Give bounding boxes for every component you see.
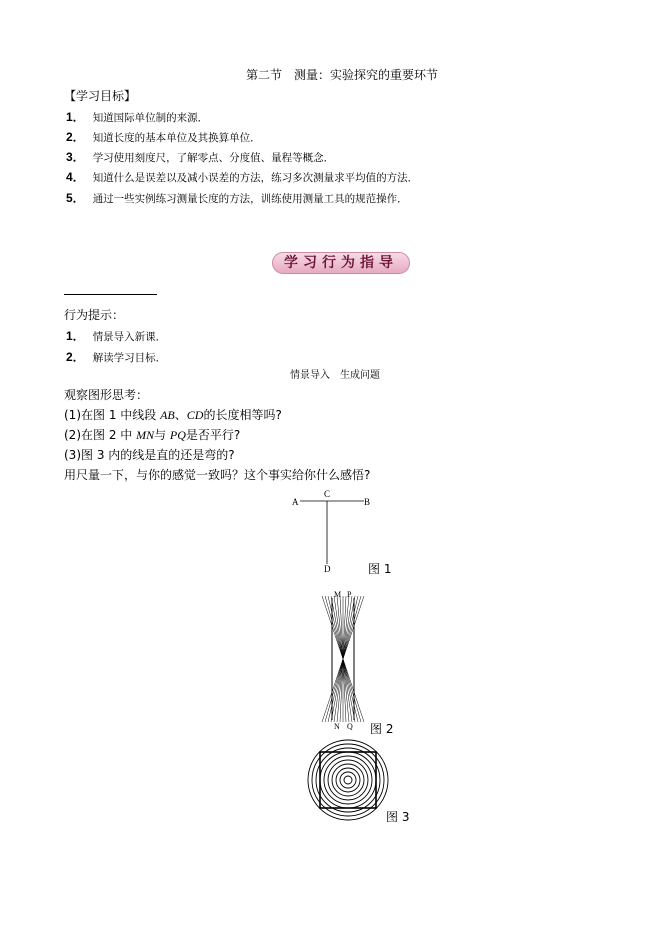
goal-number: 5． — [66, 191, 85, 205]
ring — [316, 748, 380, 812]
tips-heading: 行为提示： — [64, 308, 125, 322]
goal-number: 3． — [66, 150, 85, 164]
point-label-a: A — [292, 497, 299, 507]
observe-prompt: 观察图形思考： — [64, 388, 149, 402]
tip-text: 情景导入新课． — [92, 331, 167, 343]
goal-number: 4． — [66, 170, 85, 184]
question-3: (3)图 3 内的线是直的还是弯的? — [64, 448, 235, 462]
ring — [312, 744, 384, 816]
goal-text: 知道什么是误差以及减小误差的方法，练习多次测量求平均值的方法． — [92, 172, 419, 184]
figure-3-caption: 图 3 — [386, 810, 410, 824]
q2-line-pq: PQ — [169, 428, 186, 442]
point-label-d: D — [324, 564, 331, 574]
question-2 — [64, 426, 240, 443]
goal-item — [66, 148, 334, 165]
point-label-b: B — [364, 497, 371, 507]
ring — [332, 764, 364, 796]
q2-line-mn: MN — [136, 428, 155, 442]
figure-1-caption: 图 1 — [368, 562, 392, 576]
q2-end: 是否平行? — [185, 428, 241, 442]
tip-text: 解读学习目标． — [92, 352, 167, 364]
question-4: 用尺量一下，与你的感觉一致吗？这个事实给你什么感悟? — [64, 468, 371, 482]
divider — [64, 294, 157, 295]
question-1 — [64, 406, 282, 423]
figure-3-diagram — [306, 738, 390, 822]
q2-text: (2)在图 2 中 — [64, 428, 137, 442]
tip-number: 1． — [66, 329, 85, 343]
point-label-c: C — [324, 489, 331, 499]
goal-text: 学习使用刻度尺，了解零点、分度值、量程等概念． — [92, 152, 335, 164]
goal-item — [66, 108, 208, 125]
q1-sep: 、 — [174, 408, 187, 422]
ring — [324, 756, 372, 804]
tip-item — [66, 327, 166, 344]
tip-number: 2． — [66, 350, 85, 364]
section-subheading: 情景导入 生成问题 — [290, 370, 380, 381]
point-label-q: Q — [347, 722, 353, 730]
figure-2-caption: 图 2 — [370, 722, 394, 736]
goals-heading: 【学习目标】 — [64, 89, 137, 103]
goal-item — [66, 168, 418, 185]
goal-number: 2． — [66, 130, 85, 144]
section-title: 第二节 测量：实验探究的重要环节 — [246, 68, 439, 82]
q1-segment-cd: CD — [186, 408, 204, 422]
goal-number: 1． — [66, 110, 85, 124]
ring — [328, 760, 368, 800]
ring — [344, 776, 352, 784]
tip-item — [66, 348, 166, 365]
goal-text: 通过一些实例练习测量长度的方法，训练使用测量工具的规范操作． — [92, 193, 408, 205]
point-label-n: N — [334, 722, 340, 730]
goal-text: 知道长度的基本单位及其换算单位． — [92, 132, 261, 144]
q2-sep: 与 — [154, 428, 170, 442]
goal-item — [66, 128, 261, 145]
q1-segment-ab: AB — [160, 408, 175, 422]
q1-text: (1)在图 1 中线段 — [64, 408, 161, 422]
figure-2-diagram — [318, 588, 368, 730]
q1-end: 的长度相等吗? — [203, 408, 282, 422]
fan-lines — [322, 596, 364, 722]
point-label-p: P — [347, 590, 352, 599]
ring — [340, 772, 356, 788]
goal-item — [66, 189, 408, 206]
point-label-m: M — [334, 590, 342, 599]
banner-label: 学习行为指导 — [272, 252, 410, 274]
goal-text: 知道国际单位制的来源． — [92, 112, 209, 124]
